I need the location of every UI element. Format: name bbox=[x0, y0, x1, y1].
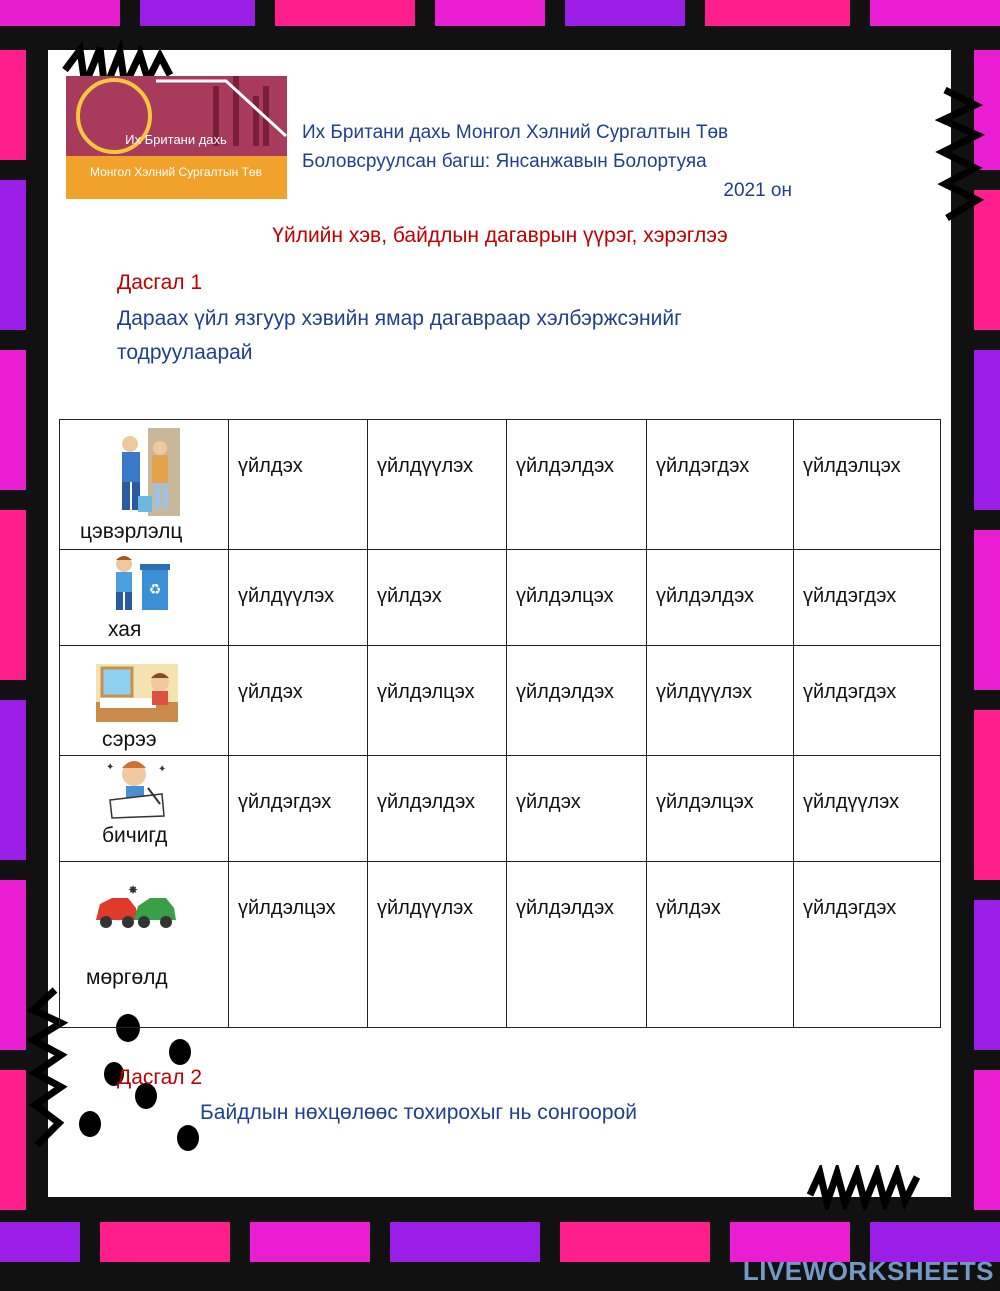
picture-cell bbox=[60, 420, 229, 550]
table-row bbox=[60, 420, 941, 550]
answer-option-cell[interactable] bbox=[368, 862, 507, 1028]
school-logo bbox=[66, 76, 287, 199]
verb-stem-label: сэрээ bbox=[102, 728, 157, 751]
answer-option-cell[interactable] bbox=[368, 756, 507, 862]
answer-option-cell[interactable] bbox=[647, 420, 794, 550]
answer-option-cell[interactable] bbox=[794, 550, 941, 646]
picture-cell bbox=[60, 550, 229, 646]
answer-option-cell[interactable] bbox=[507, 550, 647, 646]
table-row bbox=[60, 646, 941, 756]
liveworksheets-watermark: LIVEWORKSHEETS bbox=[742, 1256, 994, 1286]
answer-option[interactable]: үйлдэгдэх bbox=[803, 681, 897, 703]
answer-option[interactable]: үйлдэгдэх bbox=[656, 455, 750, 477]
answer-option[interactable]: үйлдүүлэх bbox=[238, 585, 335, 607]
exercise2-label: Дасгал 2 bbox=[117, 1066, 203, 1089]
answer-option[interactable]: үйлдүүлэх bbox=[377, 897, 474, 919]
answer-option-cell[interactable] bbox=[507, 420, 647, 550]
answer-option-cell[interactable] bbox=[507, 862, 647, 1028]
answer-option-cell[interactable] bbox=[229, 420, 368, 550]
svg-text:✦: ✦ bbox=[158, 764, 167, 775]
verb-stem-label: мөргөлд bbox=[86, 966, 168, 989]
answer-option-cell[interactable] bbox=[368, 550, 507, 646]
answer-option[interactable]: үйлдэгдэх bbox=[238, 791, 332, 813]
answer-option[interactable]: үйлдүүлэх bbox=[377, 455, 474, 477]
center-name: Их Британи дахь Монгол Хэлний Сургалтын Төв bbox=[302, 122, 729, 143]
answer-option-cell[interactable] bbox=[229, 550, 368, 646]
answer-option-cell[interactable] bbox=[647, 550, 794, 646]
answer-option[interactable]: үйлдэх bbox=[656, 897, 721, 919]
picture-cell bbox=[60, 646, 229, 756]
picture-cell bbox=[60, 862, 229, 1028]
answer-option-cell[interactable] bbox=[794, 420, 941, 550]
answer-option-cell[interactable] bbox=[368, 420, 507, 550]
verb-stem-label: хая bbox=[108, 618, 142, 641]
year-label: 2021 он bbox=[723, 180, 792, 201]
answer-option[interactable]: үйлдэлцэх bbox=[238, 897, 336, 919]
answer-option[interactable]: үйлдэлцэх bbox=[377, 681, 475, 703]
answer-option-cell[interactable] bbox=[507, 756, 647, 862]
boy-trash-bin-icon bbox=[110, 554, 172, 618]
answer-option[interactable]: үйлдэлцэх bbox=[656, 791, 754, 813]
car-crash-icon bbox=[94, 884, 179, 940]
verb-stem-label: цэвэрлэлц bbox=[80, 520, 183, 543]
table-row bbox=[60, 862, 941, 1028]
logo-text-line2: Монгол Хэлний Сургалтын Төв bbox=[90, 165, 262, 179]
answer-option-cell[interactable] bbox=[229, 862, 368, 1028]
exercise1-label: Дасгал 1 bbox=[117, 271, 203, 294]
answer-option-cell[interactable] bbox=[229, 756, 368, 862]
exercise2-instruction: Байдлын нөхцөлөөс тохирохыг нь сонгоорой bbox=[200, 1101, 637, 1124]
cleaning-people-icon bbox=[108, 426, 183, 524]
answer-option-cell[interactable] bbox=[647, 862, 794, 1028]
answer-option-cell[interactable] bbox=[229, 646, 368, 756]
answer-option[interactable]: үйлдэлцэх bbox=[803, 455, 901, 477]
boy-waking-up-icon bbox=[96, 664, 178, 728]
answer-option[interactable]: үйлдэгдэх bbox=[803, 585, 897, 607]
answer-option-cell[interactable] bbox=[794, 756, 941, 862]
answer-option-cell[interactable] bbox=[647, 756, 794, 862]
exercise1-instruction-line2: тодруулаарай bbox=[117, 341, 253, 364]
page-title: Үйлийн хэв, байдлын дагаврын үүрэг, хэрэглээ bbox=[272, 224, 728, 247]
svg-text:♻: ♻ bbox=[148, 581, 162, 597]
table-row bbox=[60, 550, 941, 646]
exercise1-instruction-line1: Дараах үйл язгуур хэвийн ямар дагавраар хэлбэржсэнийг bbox=[117, 307, 682, 330]
answer-option[interactable]: үйлдэлцэх bbox=[516, 585, 614, 607]
scribble-decoration-bottom-right bbox=[805, 1165, 925, 1210]
answer-option[interactable]: үйлдүүлэх bbox=[803, 791, 900, 813]
exercise1-instruction bbox=[117, 302, 682, 370]
verb-stem-label: бичигд bbox=[102, 824, 168, 847]
answer-option[interactable]: үйлдэлдэх bbox=[377, 791, 476, 813]
svg-text:✸: ✸ bbox=[128, 884, 139, 897]
answer-option[interactable]: үйлдэлдэх bbox=[656, 585, 755, 607]
answer-option[interactable]: үйлдэх bbox=[238, 681, 303, 703]
boy-writing-icon bbox=[102, 758, 172, 826]
answer-option[interactable]: үйлдэх bbox=[238, 455, 303, 477]
answer-option-cell[interactable] bbox=[794, 862, 941, 1028]
picture-cell bbox=[60, 756, 229, 862]
answer-option[interactable]: үйлдэгдэх bbox=[803, 897, 897, 919]
answer-option[interactable]: үйлдүүлэх bbox=[656, 681, 753, 703]
header-info bbox=[302, 118, 792, 205]
table-row bbox=[60, 756, 941, 862]
scribble-decoration-right bbox=[935, 80, 985, 240]
answer-option-cell[interactable] bbox=[794, 646, 941, 756]
author-line: Боловсруулсан багш: Янсанжавын Болортуяа bbox=[302, 151, 707, 172]
answer-option-cell[interactable] bbox=[368, 646, 507, 756]
answer-option[interactable]: үйлдэлдэх bbox=[516, 681, 615, 703]
answer-option[interactable]: үйлдэх bbox=[377, 585, 442, 607]
svg-text:✦: ✦ bbox=[106, 762, 115, 773]
logo-text-line1: Их Британи дахь bbox=[125, 132, 227, 147]
answer-option[interactable]: үйлдэлдэх bbox=[516, 455, 615, 477]
answer-option[interactable]: үйлдэлдэх bbox=[516, 897, 615, 919]
answer-option[interactable]: үйлдэх bbox=[516, 791, 581, 813]
answer-option-cell[interactable] bbox=[507, 646, 647, 756]
answer-option-cell[interactable] bbox=[647, 646, 794, 756]
answer-table bbox=[59, 419, 941, 1028]
